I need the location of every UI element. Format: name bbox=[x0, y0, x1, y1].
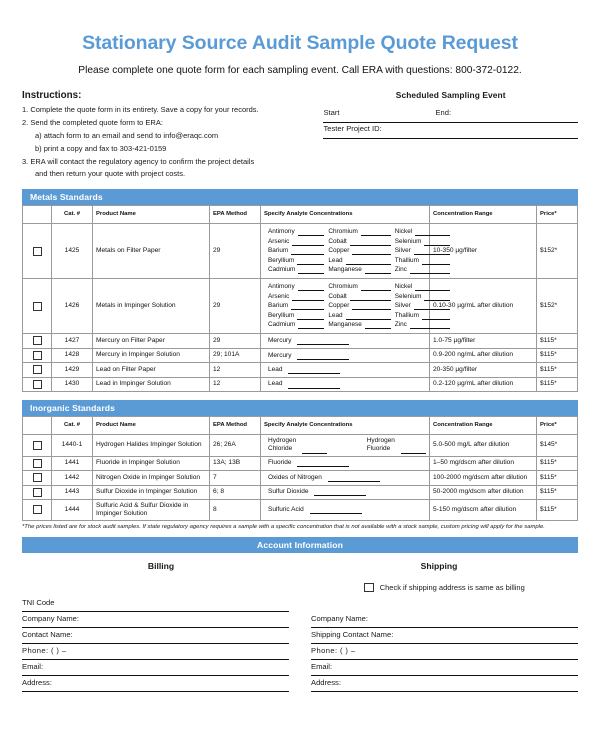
analyte-label: Hydrogen Chloride bbox=[268, 437, 297, 453]
analyte-label: Cadmium bbox=[268, 321, 296, 329]
concentration-range-cell: 1–50 mg/dscm after dilution bbox=[430, 456, 537, 470]
analyte-label: Copper bbox=[328, 247, 350, 255]
analyte-label: Manganese bbox=[328, 321, 362, 329]
shipping-field-2[interactable]: Phone: ( ) – bbox=[311, 644, 578, 660]
analyte-input-line[interactable] bbox=[314, 489, 366, 496]
instruction-item: 2. Send the completed quote form to ERA: bbox=[22, 117, 163, 127]
product-name-cell: Sulfuric Acid & Sulfur Dioxide in Impinger Solution bbox=[93, 499, 210, 520]
same-as-billing-row bbox=[22, 573, 578, 593]
pricing-footnote: *The prices listed are for stock audit samples. If state regulatory agency requires a sample with a specific concentration that is not available with a stock sample, custom pricing will apply for the sample. bbox=[22, 524, 545, 531]
row-select-cell[interactable] bbox=[23, 377, 52, 391]
table-row[interactable] bbox=[23, 224, 578, 279]
analyte-label: Fluoride bbox=[268, 459, 292, 467]
row-select-cell[interactable] bbox=[23, 485, 52, 499]
concentration-range-cell: 1.0-75 µg/filter bbox=[430, 334, 537, 348]
shipping-field-1[interactable]: Shipping Contact Name: bbox=[311, 628, 578, 644]
cat-number-cell: 1440-1 bbox=[52, 435, 93, 456]
shipping-field-3[interactable]: Email: bbox=[311, 660, 578, 676]
analyte-grid bbox=[264, 226, 426, 276]
analyte-label: Sulfur Dioxide bbox=[268, 488, 309, 496]
epa-method-cell: 8 bbox=[210, 499, 261, 520]
specify-analyte-cell[interactable] bbox=[261, 499, 430, 520]
analyte-row bbox=[264, 474, 426, 482]
analyte-label: Cadmium bbox=[268, 266, 296, 274]
product-name-cell: Lead on Filter Paper bbox=[93, 363, 210, 377]
specify-analyte-cell[interactable] bbox=[261, 279, 430, 334]
price-cell: $115* bbox=[537, 499, 578, 520]
checkbox-icon[interactable] bbox=[33, 302, 42, 311]
start-label: Start bbox=[323, 108, 340, 117]
analyte-field[interactable] bbox=[328, 257, 390, 265]
analyte-field[interactable] bbox=[328, 247, 390, 255]
analyte-field[interactable] bbox=[328, 228, 390, 236]
select-column-header bbox=[23, 417, 52, 435]
instruction-item: a) attach form to an email and send to info@eraqc.com bbox=[35, 130, 219, 140]
cat-number-cell: 1425 bbox=[52, 224, 93, 279]
cat-number-cell: 1429 bbox=[52, 363, 93, 377]
table-row[interactable] bbox=[23, 485, 578, 499]
analyte-input-line[interactable] bbox=[297, 460, 349, 467]
billing-spacer bbox=[22, 573, 289, 593]
analyte-label: Barium bbox=[268, 247, 289, 255]
same-as-billing-checkbox-row[interactable] bbox=[311, 583, 578, 593]
analyte-input-line[interactable] bbox=[298, 284, 325, 291]
cat-number-cell: 1442 bbox=[52, 471, 93, 485]
specify-analyte-cell[interactable] bbox=[261, 348, 430, 362]
concentration-range-cell: 20-350 µg/filter bbox=[430, 363, 537, 377]
billing-form bbox=[22, 596, 289, 692]
table-row[interactable] bbox=[23, 435, 578, 456]
instruction-item: 3. ERA will contact the regulatory agency to confirm the project details bbox=[22, 156, 255, 166]
row-select-cell[interactable] bbox=[23, 499, 52, 520]
checkbox-icon[interactable] bbox=[364, 583, 374, 593]
analyte-label: Lead bbox=[268, 365, 283, 373]
end-label: End: bbox=[435, 108, 452, 117]
price-cell: $115* bbox=[537, 348, 578, 362]
metals-table-body bbox=[23, 224, 578, 392]
analyte-field[interactable] bbox=[395, 238, 451, 246]
checkbox-icon[interactable] bbox=[33, 473, 42, 482]
analyte-row bbox=[264, 488, 426, 496]
product-name-cell: Mercury on Filter Paper bbox=[93, 334, 210, 348]
row-select-cell[interactable] bbox=[23, 456, 52, 470]
shipping-field-4[interactable]: Address: bbox=[311, 676, 578, 692]
analyte-field[interactable] bbox=[328, 302, 390, 310]
analyte-field[interactable] bbox=[328, 312, 390, 320]
billing-title: Billing bbox=[147, 560, 175, 571]
specify-analyte-cell[interactable] bbox=[261, 471, 430, 485]
epa-column-header: EPA Method bbox=[210, 417, 261, 435]
specify-column-header: Specify Analyte Concentrations bbox=[261, 206, 430, 224]
analyte-row bbox=[264, 366, 426, 374]
instructions-list bbox=[22, 104, 321, 181]
inorganic-section-header: Inorganic Standards bbox=[22, 400, 578, 416]
table-row[interactable] bbox=[23, 348, 578, 362]
analyte-label: Oxides of Nitrogen bbox=[268, 473, 322, 481]
analyte-input-line[interactable] bbox=[310, 507, 362, 514]
analyte-label: Sulfuric Acid bbox=[268, 506, 304, 514]
checkbox-icon[interactable] bbox=[33, 488, 42, 497]
cat-column-header: Cat. # bbox=[52, 206, 93, 224]
analyte-input-line[interactable] bbox=[288, 367, 340, 374]
analyte-input-line[interactable] bbox=[365, 267, 391, 274]
checkbox-icon[interactable] bbox=[33, 505, 42, 514]
analyte-label: Arsenic bbox=[268, 237, 290, 245]
specify-analyte-cell[interactable] bbox=[261, 435, 430, 456]
analyte-input-line[interactable] bbox=[410, 322, 451, 329]
epa-method-cell: 12 bbox=[210, 377, 261, 391]
account-section-header: Account Information bbox=[22, 537, 578, 553]
analyte-row bbox=[264, 506, 426, 514]
page-subtitle: Please complete one quote form for each sampling event. Call ERA with questions: 800-372-0122. bbox=[78, 65, 522, 76]
analyte-field[interactable] bbox=[328, 283, 390, 291]
analyte-field[interactable] bbox=[395, 312, 451, 320]
analyte-field[interactable] bbox=[395, 321, 451, 329]
instruction-item: 1. Complete the quote form in its entirety. Save a copy for your records. bbox=[22, 105, 259, 114]
checkbox-icon[interactable] bbox=[33, 336, 42, 345]
tester-project-id-label: Tester Project ID: bbox=[323, 124, 382, 133]
inorganic-table-body bbox=[23, 435, 578, 521]
row-select-cell[interactable] bbox=[23, 435, 52, 456]
shipping-title: Shipping bbox=[420, 560, 458, 571]
analyte-input-line[interactable] bbox=[346, 313, 391, 320]
concentration-range-cell: 0.10-30 µg/mL after dilution bbox=[430, 279, 537, 334]
epa-column-header: EPA Method bbox=[210, 206, 261, 224]
concentration-column-header: Concentration Range bbox=[430, 417, 537, 435]
analyte-field[interactable] bbox=[268, 257, 324, 265]
analyte-label: Chromium bbox=[328, 228, 358, 236]
top-section bbox=[22, 90, 578, 181]
product-name-cell: Hydrogen Halides Impinger Solution bbox=[93, 435, 210, 456]
table-row[interactable] bbox=[23, 499, 578, 520]
specify-analyte-cell[interactable] bbox=[261, 363, 430, 377]
price-cell: $152* bbox=[537, 279, 578, 334]
analyte-label: Beryllium bbox=[268, 311, 295, 319]
product-column-header: Product Name bbox=[93, 206, 210, 224]
analyte-label: Thallium bbox=[394, 256, 419, 264]
analyte-input-line[interactable] bbox=[415, 284, 450, 291]
analyte-input-line[interactable] bbox=[302, 447, 327, 454]
epa-method-cell: 29 bbox=[210, 334, 261, 348]
analyte-label: Zinc bbox=[394, 266, 407, 274]
analyte-label: Thallium bbox=[394, 311, 419, 319]
analyte-input-line[interactable] bbox=[297, 353, 349, 360]
cat-number-cell: 1428 bbox=[52, 348, 93, 362]
analyte-label: Barium bbox=[268, 302, 289, 310]
concentration-range-cell: 10-350 µg/filter bbox=[430, 224, 537, 279]
analyte-field[interactable] bbox=[268, 266, 324, 274]
product-name-cell: Nitrogen Oxide in Impinger Solution bbox=[93, 471, 210, 485]
analyte-input-line[interactable] bbox=[352, 248, 390, 255]
analyte-field[interactable] bbox=[328, 293, 390, 301]
analyte-field[interactable] bbox=[268, 247, 324, 255]
product-name-cell: Sulfur Dioxide in Impinger Solution bbox=[93, 485, 210, 499]
analyte-label: Silver bbox=[394, 302, 411, 310]
instructions-block bbox=[22, 90, 321, 181]
billing-field-1[interactable]: Company Name: bbox=[22, 612, 289, 628]
cat-number-cell: 1426 bbox=[52, 279, 93, 334]
analyte-input-line[interactable] bbox=[297, 313, 324, 320]
product-name-cell: Lead in Impinger Solution bbox=[93, 377, 210, 391]
analyte-label: Silver bbox=[394, 247, 411, 255]
analyte-label: Lead bbox=[328, 311, 343, 319]
analyte-field[interactable] bbox=[268, 302, 324, 310]
account-forms bbox=[22, 596, 578, 692]
analyte-input-line[interactable] bbox=[291, 248, 324, 255]
epa-method-cell: 12 bbox=[210, 363, 261, 377]
table-row[interactable] bbox=[23, 456, 578, 470]
analyte-field[interactable] bbox=[395, 257, 451, 265]
analyte-row bbox=[264, 437, 426, 453]
analyte-input-line[interactable] bbox=[328, 475, 380, 482]
analyte-label: Nickel bbox=[394, 283, 413, 291]
table-row[interactable] bbox=[23, 471, 578, 485]
cat-number-cell: 1443 bbox=[52, 485, 93, 499]
analyte-field[interactable] bbox=[268, 321, 324, 329]
cat-number-cell: 1430 bbox=[52, 377, 93, 391]
table-row[interactable] bbox=[23, 279, 578, 334]
billing-field-0[interactable]: TNI Code bbox=[22, 596, 289, 612]
billing-field-5[interactable]: Address: bbox=[22, 676, 289, 692]
analyte-label: Antimony bbox=[268, 283, 295, 291]
price-column-header: Price* bbox=[537, 417, 578, 435]
analyte-row bbox=[264, 337, 426, 345]
analyte-field[interactable] bbox=[328, 266, 390, 274]
analyte-field[interactable] bbox=[268, 283, 324, 291]
price-cell: $115* bbox=[537, 334, 578, 348]
shipping-field-0[interactable]: Company Name: bbox=[311, 612, 578, 628]
analyte-row bbox=[264, 380, 426, 388]
instruction-item: and then return your quote with project costs. bbox=[35, 169, 186, 179]
cat-number-cell: 1444 bbox=[52, 499, 93, 520]
price-cell: $115* bbox=[537, 456, 578, 470]
concentration-range-cell: 50-2000 mg/dscm after dilution bbox=[430, 485, 537, 499]
specify-analyte-cell[interactable] bbox=[261, 456, 430, 470]
concentration-range-cell: 5-150 mg/dscm after dilution bbox=[430, 499, 537, 520]
analyte-input-line[interactable] bbox=[292, 239, 324, 246]
epa-method-cell: 29 bbox=[210, 224, 261, 279]
product-name-cell: Mercury in Impinger Solution bbox=[93, 348, 210, 362]
analyte-input-line[interactable] bbox=[361, 284, 391, 291]
specify-analyte-cell[interactable] bbox=[261, 334, 430, 348]
instructions-title: Instructions: bbox=[22, 90, 82, 101]
checkbox-icon[interactable] bbox=[33, 441, 42, 450]
analyte-input-line[interactable] bbox=[350, 294, 391, 301]
instruction-item: b) print a copy and fax to 303-421-0159 bbox=[35, 143, 167, 153]
same-as-billing-label: Check if shipping address is same as billing bbox=[379, 582, 525, 592]
epa-method-cell: 7 bbox=[210, 471, 261, 485]
billing-field-2[interactable]: Contact Name: bbox=[22, 628, 289, 644]
price-cell: $145* bbox=[537, 435, 578, 456]
analyte-input-line[interactable] bbox=[297, 338, 349, 345]
analyte-input-line[interactable] bbox=[298, 322, 324, 329]
analyte-input-line[interactable] bbox=[298, 229, 325, 236]
cat-number-cell: 1427 bbox=[52, 334, 93, 348]
row-select-cell[interactable] bbox=[23, 334, 52, 348]
price-cell: $115* bbox=[537, 377, 578, 391]
analyte-label: Hydrogen Fluoride bbox=[366, 437, 395, 453]
table-header-row bbox=[23, 206, 578, 224]
analyte-input-line[interactable] bbox=[422, 313, 451, 320]
concentration-range-cell: 0.9-200 ng/mL after dilution bbox=[430, 348, 537, 362]
product-name-cell: Metals on Filter Paper bbox=[93, 224, 210, 279]
analyte-label: Selenium bbox=[394, 292, 422, 300]
analyte-row bbox=[264, 459, 426, 467]
cat-column-header: Cat. # bbox=[52, 417, 93, 435]
analyte-label: Lead bbox=[328, 256, 343, 264]
analyte-input-line[interactable] bbox=[297, 258, 324, 265]
concentration-range-cell: 0.2-120 µg/mL after dilution bbox=[430, 377, 537, 391]
table-row[interactable] bbox=[23, 363, 578, 377]
inorganic-standards-table bbox=[22, 416, 578, 521]
epa-method-cell: 29; 101A bbox=[210, 348, 261, 362]
billing-shipping-headings bbox=[22, 561, 578, 571]
table-header-row bbox=[23, 417, 578, 435]
analyte-label: Selenium bbox=[394, 237, 422, 245]
checkbox-icon[interactable] bbox=[33, 459, 42, 468]
analyte-input-line[interactable] bbox=[424, 294, 450, 301]
specify-column-header: Specify Analyte Concentrations bbox=[261, 417, 430, 435]
table-row[interactable] bbox=[23, 377, 578, 391]
price-cell: $115* bbox=[537, 471, 578, 485]
analyte-input-line[interactable] bbox=[352, 303, 390, 310]
concentration-range-cell: 100-2000 mg/dscm after dilution bbox=[430, 471, 537, 485]
epa-method-cell: 26; 26A bbox=[210, 435, 261, 456]
analyte-label: Arsenic bbox=[268, 292, 290, 300]
row-select-cell[interactable] bbox=[23, 224, 52, 279]
analyte-label: Manganese bbox=[328, 266, 362, 274]
price-cell: $115* bbox=[537, 485, 578, 499]
analyte-input-line[interactable] bbox=[288, 382, 340, 389]
analyte-input-line[interactable] bbox=[346, 258, 391, 265]
analyte-label: Zinc bbox=[394, 321, 407, 329]
analyte-label: Cobalt bbox=[328, 237, 347, 245]
table-row[interactable] bbox=[23, 334, 578, 348]
analyte-label: Mercury bbox=[268, 337, 292, 345]
product-name-cell: Fluoride in Impinger Solution bbox=[93, 456, 210, 470]
analyte-field[interactable] bbox=[328, 238, 390, 246]
checkbox-icon[interactable] bbox=[33, 380, 42, 389]
analyte-field[interactable] bbox=[395, 293, 451, 301]
analyte-label: Nickel bbox=[394, 228, 413, 236]
analyte-input-line[interactable] bbox=[422, 258, 451, 265]
analyte-input-line[interactable] bbox=[401, 447, 426, 454]
analyte-input-line[interactable] bbox=[361, 229, 391, 236]
analyte-field[interactable] bbox=[268, 293, 324, 301]
shipping-form bbox=[311, 596, 578, 692]
analyte-row bbox=[264, 352, 426, 360]
analyte-label: Lead bbox=[268, 380, 283, 388]
price-column-header: Price* bbox=[537, 206, 578, 224]
row-select-cell[interactable] bbox=[23, 279, 52, 334]
analyte-label: Mercury bbox=[268, 351, 292, 359]
row-select-cell[interactable] bbox=[23, 471, 52, 485]
row-select-cell[interactable] bbox=[23, 348, 52, 362]
shipping-top-spacer bbox=[311, 596, 578, 612]
tester-project-id-row[interactable] bbox=[323, 123, 578, 139]
analyte-input-line[interactable] bbox=[415, 229, 450, 236]
analyte-field[interactable] bbox=[268, 312, 324, 320]
select-column-header bbox=[23, 206, 52, 224]
row-select-cell[interactable] bbox=[23, 363, 52, 377]
price-cell: $115* bbox=[537, 363, 578, 377]
scheduled-event-title: Scheduled Sampling Event bbox=[395, 90, 506, 100]
analyte-field[interactable] bbox=[395, 283, 451, 291]
concentration-range-cell: 5.0-500 mg/L after dilution bbox=[430, 435, 537, 456]
product-column-header: Product Name bbox=[93, 417, 210, 435]
analyte-field[interactable] bbox=[395, 266, 451, 274]
metals-standards-table bbox=[22, 205, 578, 392]
specify-analyte-cell[interactable] bbox=[261, 224, 430, 279]
analyte-label: Beryllium bbox=[268, 256, 295, 264]
scheduled-sampling-event bbox=[323, 90, 578, 139]
checkbox-icon[interactable] bbox=[33, 351, 42, 360]
analyte-field[interactable] bbox=[395, 228, 451, 236]
analyte-input-line[interactable] bbox=[292, 294, 324, 301]
specify-analyte-cell[interactable] bbox=[261, 377, 430, 391]
analyte-grid bbox=[264, 281, 426, 331]
checkbox-icon[interactable] bbox=[33, 365, 42, 374]
analyte-label: Chromium bbox=[328, 283, 358, 291]
billing-field-4[interactable]: Email: bbox=[22, 660, 289, 676]
analyte-input-line[interactable] bbox=[291, 303, 324, 310]
billing-field-3[interactable]: Phone: ( ) – bbox=[22, 644, 289, 660]
analyte-field[interactable] bbox=[268, 238, 324, 246]
start-end-row[interactable] bbox=[323, 107, 578, 123]
checkbox-icon[interactable] bbox=[33, 247, 42, 256]
analyte-input-line[interactable] bbox=[410, 267, 451, 274]
epa-method-cell: 29 bbox=[210, 279, 261, 334]
analyte-field[interactable] bbox=[328, 321, 390, 329]
analyte-input-line[interactable] bbox=[298, 267, 324, 274]
epa-method-cell: 13A; 13B bbox=[210, 456, 261, 470]
specify-analyte-cell[interactable] bbox=[261, 485, 430, 499]
price-cell: $152* bbox=[537, 224, 578, 279]
analyte-label: Cobalt bbox=[328, 292, 347, 300]
product-name-cell: Metals in Impinger Solution bbox=[93, 279, 210, 334]
analyte-input-line[interactable] bbox=[365, 322, 391, 329]
analyte-field[interactable] bbox=[268, 228, 324, 236]
cat-number-cell: 1441 bbox=[52, 456, 93, 470]
analyte-label: Antimony bbox=[268, 228, 295, 236]
analyte-input-line[interactable] bbox=[424, 239, 450, 246]
metals-section-header: Metals Standards bbox=[22, 189, 578, 205]
concentration-column-header: Concentration Range bbox=[430, 206, 537, 224]
epa-method-cell: 6; 8 bbox=[210, 485, 261, 499]
page-title: Stationary Source Audit Sample Quote Request bbox=[82, 32, 518, 54]
analyte-input-line[interactable] bbox=[350, 239, 391, 246]
analyte-label: Copper bbox=[328, 302, 350, 310]
